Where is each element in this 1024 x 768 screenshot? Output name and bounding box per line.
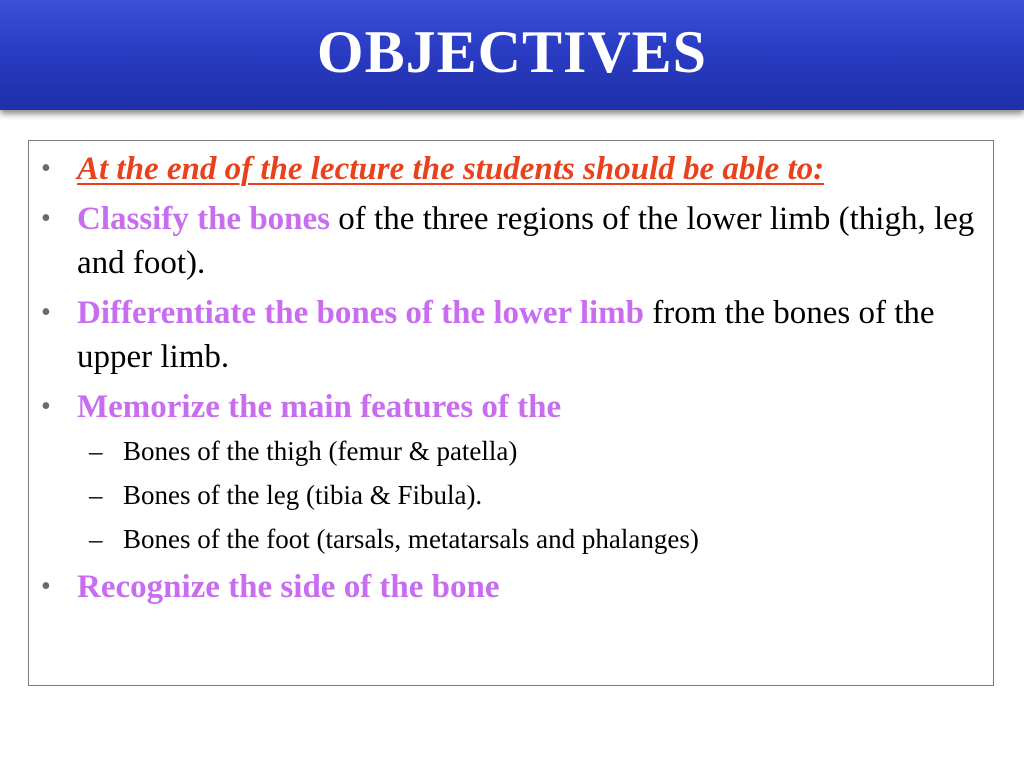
list-item-recognize	[29, 565, 993, 609]
objective-text: of the three regions of the lower limb (thigh, leg and foot).	[77, 201, 975, 281]
list-item-classify	[29, 197, 993, 285]
content-box	[28, 140, 994, 686]
sub-list	[29, 429, 985, 561]
dash-icon: –	[89, 480, 103, 510]
bullet-icon: •	[41, 153, 51, 184]
list-item-intro	[29, 147, 993, 191]
objectives-list	[29, 141, 993, 609]
sub-item-text: Bones of the leg (tibia & Fibula).	[123, 480, 483, 510]
sub-item-text: Bones of the foot (tarsals, metatarsals and phalanges)	[123, 524, 699, 554]
dash-icon: –	[89, 524, 103, 554]
objective-highlight: Memorize the main features of the	[77, 389, 562, 425]
sub-list-item-thigh	[29, 429, 985, 473]
bullet-icon: •	[41, 571, 51, 602]
bullet-icon: •	[41, 297, 51, 328]
slide-title: OBJECTIVES	[316, 18, 708, 85]
objective-highlight: Recognize the side of the bone	[77, 569, 500, 605]
objective-highlight: Differentiate the bones of the lower limb	[77, 295, 645, 331]
bullet-icon: •	[41, 203, 51, 234]
sub-list-item-foot	[29, 517, 985, 561]
dash-icon: –	[89, 436, 103, 466]
list-item-differentiate	[29, 291, 993, 379]
sub-list-item-leg	[29, 473, 985, 517]
bullet-icon: •	[41, 391, 51, 422]
objective-highlight: Classify the bones	[77, 201, 331, 237]
intro-text: At the end of the lecture the students should be able to:	[77, 151, 825, 187]
sub-item-text: Bones of the thigh (femur & patella)	[123, 436, 518, 466]
list-item-memorize	[29, 385, 993, 561]
objective-text: from the bones of the upper limb.	[77, 295, 935, 375]
title-bar	[0, 0, 1024, 110]
